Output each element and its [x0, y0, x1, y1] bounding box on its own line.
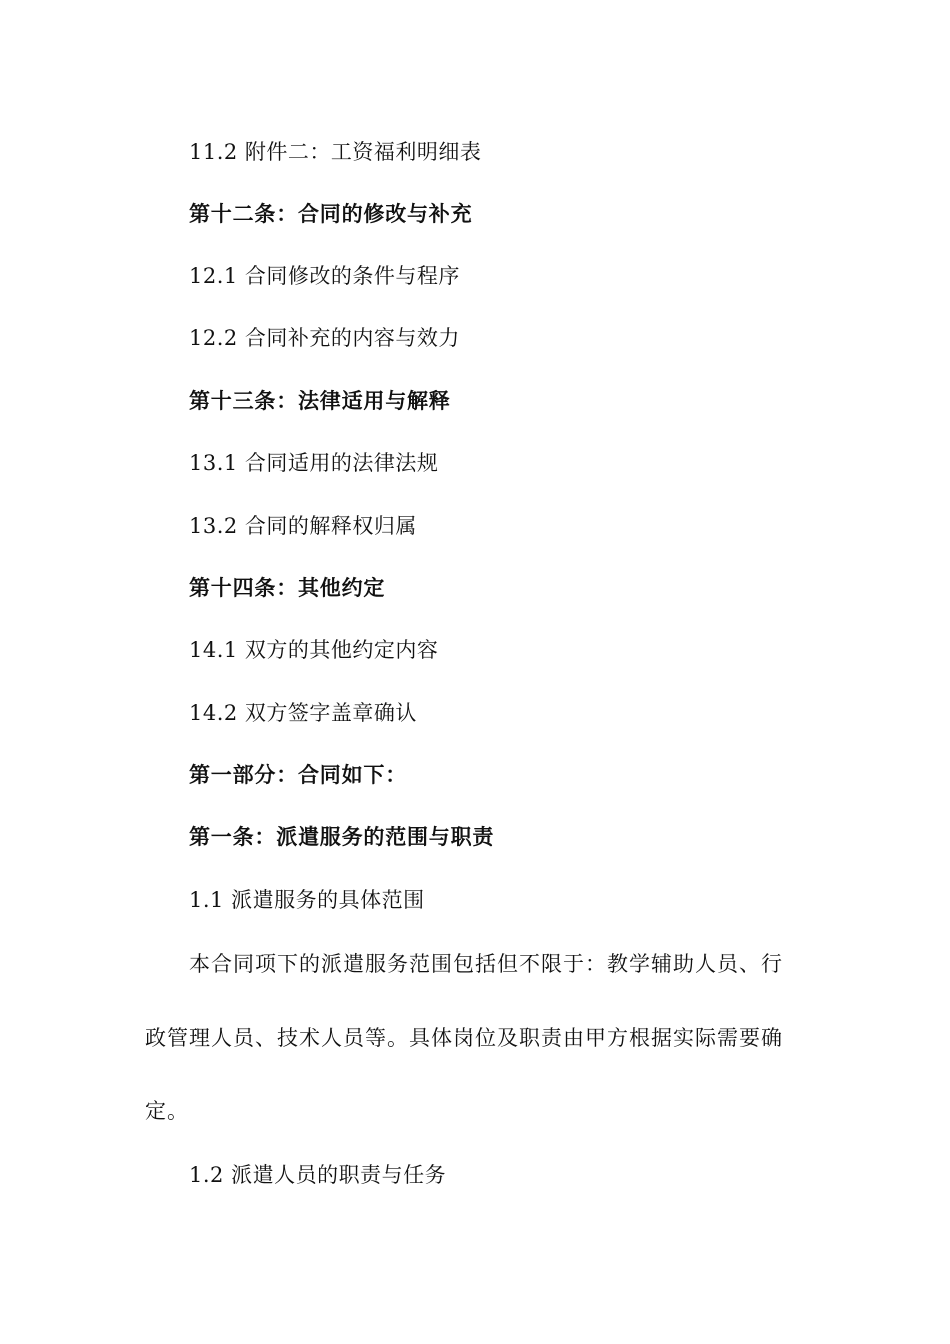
article-1-heading: 第一条：派遣服务的范围与职责	[189, 825, 495, 849]
article-12-heading: 第十二条：合同的修改与补充	[189, 202, 473, 226]
item-13-1: 13.1 合同适用的法律法规	[189, 451, 439, 475]
item-1-2: 1.2 派遣人员的职责与任务	[189, 1163, 447, 1187]
article-14-heading: 第十四条：其他约定	[189, 576, 386, 600]
article-13-heading: 第十三条：法律适用与解释	[189, 389, 451, 413]
item-14-1: 14.1 双方的其他约定内容	[189, 638, 439, 662]
part-1-heading: 第一部分：合同如下：	[189, 763, 407, 787]
item-12-1: 12.1 合同修改的条件与程序	[189, 264, 460, 288]
item-1-1: 1.1 派遣服务的具体范围	[189, 888, 425, 912]
paragraph-line-3: 定。	[145, 1099, 189, 1123]
item-14-2: 14.2 双方签字盖章确认	[189, 701, 417, 725]
paragraph-line-2: 政管理人员、技术人员等。具体岗位及职责由甲方根据实际需要确	[145, 1026, 783, 1050]
item-13-2: 13.2 合同的解释权归属	[189, 514, 417, 538]
item-12-2: 12.2 合同补充的内容与效力	[189, 326, 460, 350]
item-11-2: 11.2 附件二：工资福利明细表	[189, 140, 482, 164]
paragraph-line-1: 本合同项下的派遣服务范围包括但不限于：教学辅助人员、行	[189, 952, 783, 976]
